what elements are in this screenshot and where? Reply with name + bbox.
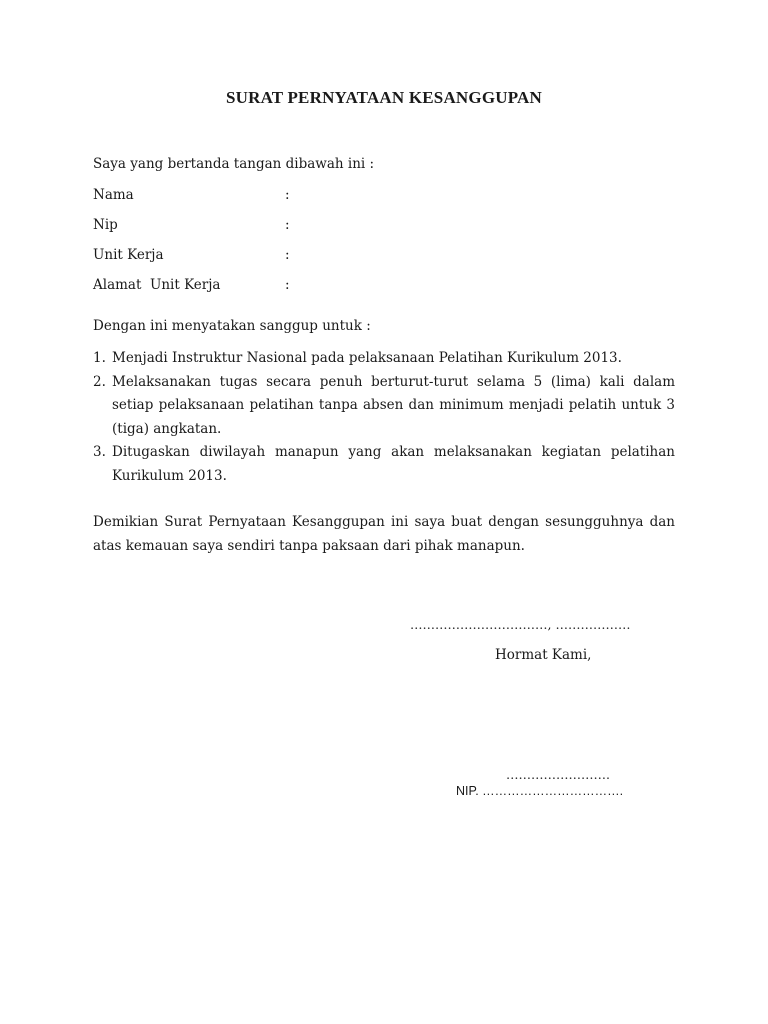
- list-item: [93, 347, 675, 371]
- regards-text: Hormat Kami,: [495, 647, 592, 663]
- field-label-nama: Nama: [93, 187, 134, 203]
- field-label-nip: Nip: [93, 217, 118, 233]
- closing-paragraph: Demikian Surat Pernyataan Kesanggupan ini saya buat dengan sesungguhnya dan atas kemauan saya sendiri tanpa paksaan dari pihak manapun.: [93, 514, 675, 554]
- list-item-text: Menjadi Instruktur Nasional pada pelaksanaan Pelatihan Kurikulum 2013.: [112, 350, 622, 366]
- field-colon-nip: :: [285, 217, 290, 233]
- signature-name-line: …………………….: [506, 767, 610, 782]
- commitment-list: [93, 347, 675, 488]
- list-item: [93, 371, 675, 442]
- list-item-text: Ditugaskan diwilayah manapun yang akan melaksanakan kegiatan pelatihan Kurikulum 2013.: [112, 444, 675, 484]
- document-title: SURAT PERNYATAAN KESANGGUPAN: [225, 88, 543, 107]
- list-item: [93, 441, 675, 488]
- field-colon-alamat-unit-kerja: :: [285, 277, 290, 293]
- list-item-number: 2.: [93, 373, 106, 390]
- place-date-line: ……………………………, ………………: [410, 617, 631, 632]
- intro-text: Saya yang bertanda tangan dibawah ini :: [93, 156, 375, 172]
- list-item-text: Melaksanakan tugas secara penuh berturut-turut selama 5 (lima) kali dalam setiap pelaksanaan pelatihan tanpa absen dan minimum menjadi pelatih untuk 3 (tiga) angkatan.: [112, 373, 675, 437]
- list-item-number: 1.: [93, 350, 106, 366]
- statement-text: Dengan ini menyatakan sanggup untuk :: [93, 318, 371, 334]
- signature-nip-line: NIP. …………………………….: [456, 784, 624, 798]
- field-label-unit-kerja: Unit Kerja: [93, 247, 164, 263]
- field-colon-unit-kerja: :: [285, 247, 290, 263]
- field-label-alamat-unit-kerja: Alamat Unit Kerja: [93, 277, 221, 293]
- field-colon-nama: :: [285, 187, 290, 203]
- list-item-number: 3.: [93, 444, 106, 460]
